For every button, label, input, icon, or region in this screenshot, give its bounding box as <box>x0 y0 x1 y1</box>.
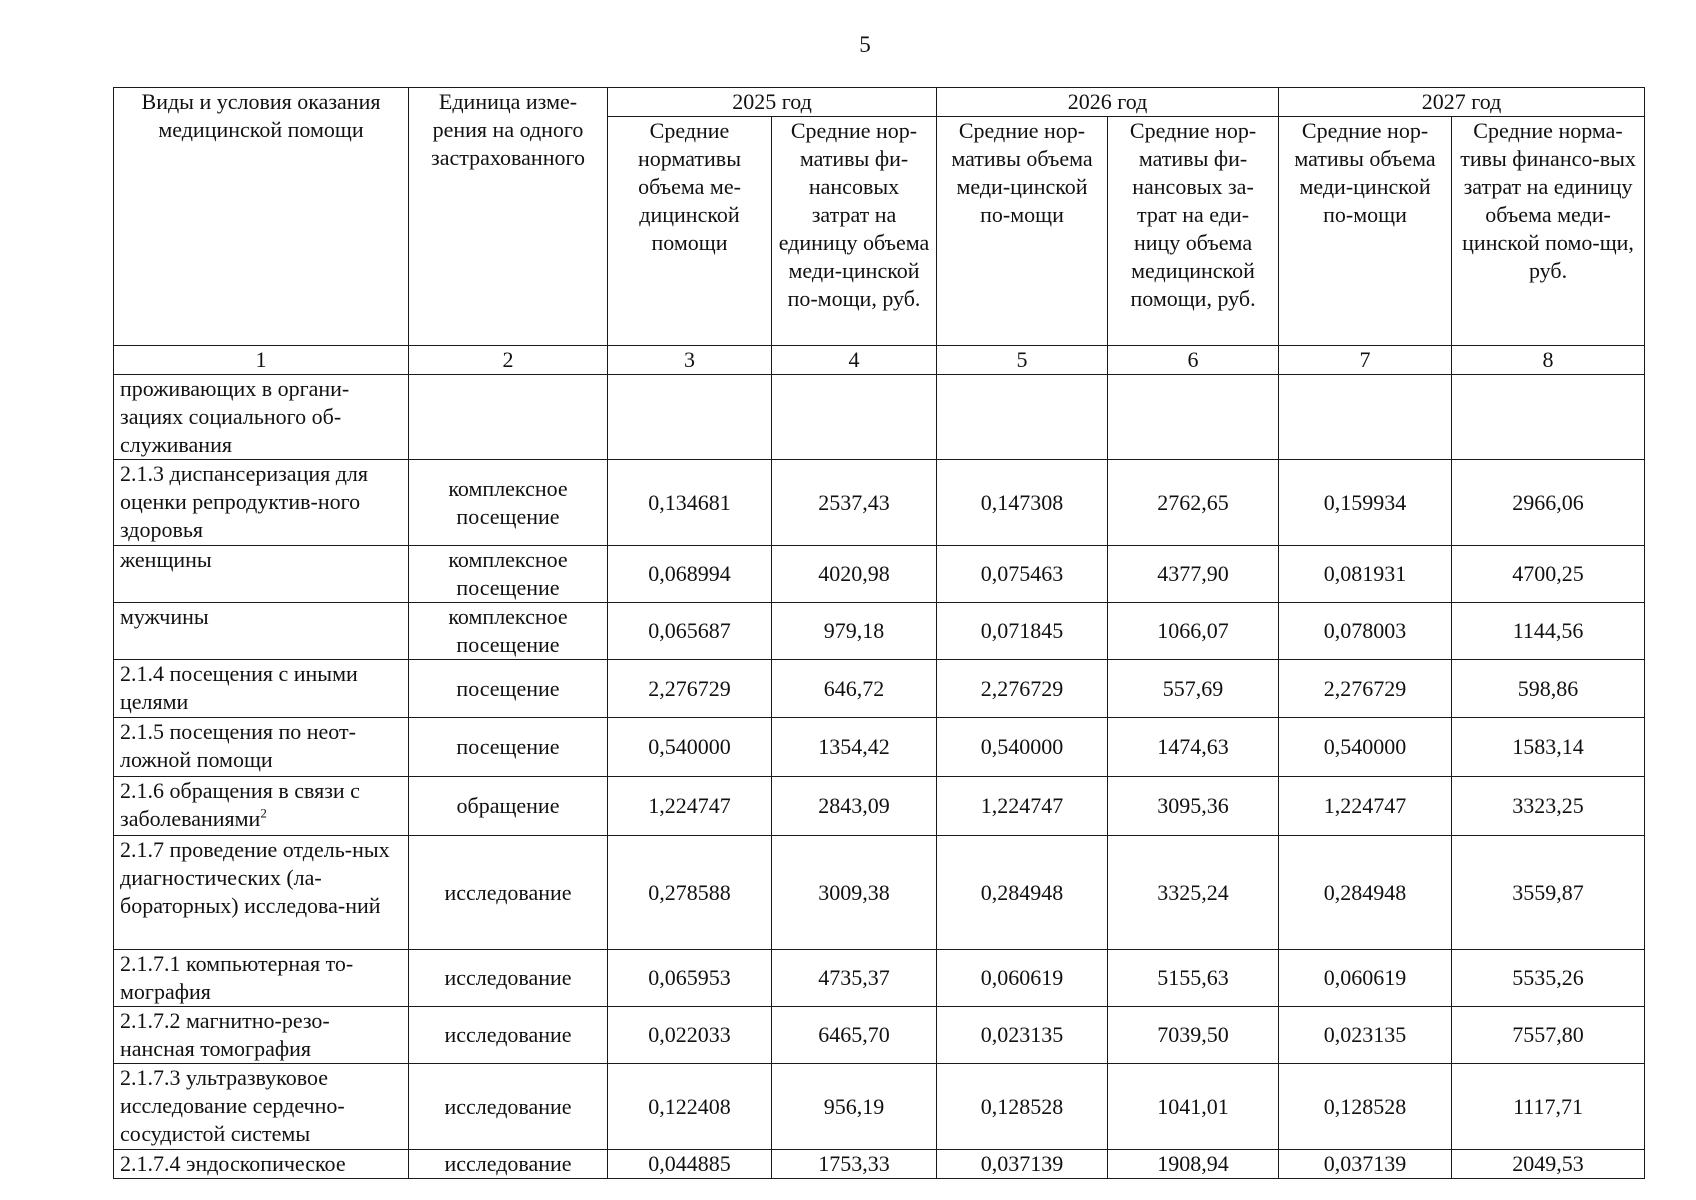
row-cost-2027 <box>1452 375 1645 460</box>
row-cost-2025: 3009,38 <box>772 836 937 950</box>
row-unit <box>409 375 608 460</box>
header-row-years <box>114 88 1645 117</box>
table-row <box>114 660 1645 718</box>
row-cost-2025: 2537,43 <box>772 460 937 546</box>
row-cost-2025: 6465,70 <box>772 1007 937 1064</box>
row-kind: проживающих в органи-зациях социального об-служивания <box>114 375 409 460</box>
row-kind: 2.1.5 посещения по неот-ложной помощи <box>114 718 409 777</box>
row-cost-2027: 3559,87 <box>1452 836 1645 950</box>
header-volume-2025: Средние нормативы объема ме-дицинской помощи <box>608 117 772 346</box>
header-kind: Виды и условия оказания медицинской помощи <box>114 88 409 346</box>
row-volume-2025: 0,122408 <box>608 1064 772 1150</box>
column-number-row <box>114 346 1645 375</box>
row-volume-2025: 0,022033 <box>608 1007 772 1064</box>
row-volume-2027: 0,037139 <box>1279 1150 1452 1179</box>
header-cost-2025: Средние нор-мативы фи-нансовых затрат на единицу объема меди-цинской по-мощи, руб. <box>772 117 937 346</box>
table-row <box>114 777 1645 836</box>
row-cost-2025 <box>772 375 937 460</box>
row-unit: комплексное посещение <box>409 603 608 660</box>
row-volume-2026: 0,037139 <box>937 1150 1108 1179</box>
row-cost-2025: 1354,42 <box>772 718 937 777</box>
column-number: 5 <box>937 346 1108 375</box>
footnote-mark: 2 <box>260 805 267 821</box>
row-volume-2025: 0,065687 <box>608 603 772 660</box>
row-cost-2025: 646,72 <box>772 660 937 718</box>
column-number: 7 <box>1279 346 1452 375</box>
row-cost-2027: 1117,71 <box>1452 1064 1645 1150</box>
row-cost-2025: 979,18 <box>772 603 937 660</box>
row-volume-2026: 0,075463 <box>937 546 1108 603</box>
row-volume-2025: 2,276729 <box>608 660 772 718</box>
row-volume-2026: 0,284948 <box>937 836 1108 950</box>
row-cost-2027: 4700,25 <box>1452 546 1645 603</box>
header-year-2027: 2027 год <box>1279 88 1645 117</box>
row-cost-2027: 1144,56 <box>1452 603 1645 660</box>
row-volume-2027: 0,159934 <box>1279 460 1452 546</box>
header-volume-2027: Средние нор-мативы объема меди-цинской по-мощи <box>1279 117 1452 346</box>
row-volume-2027: 0,060619 <box>1279 950 1452 1007</box>
row-kind: 2.1.7 проведение отдель-ных диагностических (ла-бораторных) исследова-ний <box>114 836 409 950</box>
row-cost-2025: 956,19 <box>772 1064 937 1150</box>
row-volume-2026: 0,147308 <box>937 460 1108 546</box>
column-number: 4 <box>772 346 937 375</box>
table-row <box>114 603 1645 660</box>
table-row <box>114 460 1645 546</box>
row-unit: посещение <box>409 660 608 718</box>
row-volume-2027: 0,023135 <box>1279 1007 1452 1064</box>
row-kind: 2.1.7.3 ультразвуковое исследование сердечно-сосудистой системы <box>114 1064 409 1150</box>
header-volume-2026: Средние нор-мативы объема меди-цинской по-мощи <box>937 117 1108 346</box>
row-cost-2027: 598,86 <box>1452 660 1645 718</box>
row-cost-2026: 1041,01 <box>1108 1064 1279 1150</box>
column-number: 2 <box>409 346 608 375</box>
table-row <box>114 836 1645 950</box>
row-cost-2026: 557,69 <box>1108 660 1279 718</box>
page-number: 5 <box>859 32 871 57</box>
row-unit: исследование <box>409 950 608 1007</box>
row-cost-2026: 5155,63 <box>1108 950 1279 1007</box>
row-kind <box>114 777 409 836</box>
row-unit: обращение <box>409 777 608 836</box>
row-cost-2026: 4377,90 <box>1108 546 1279 603</box>
row-unit: исследование <box>409 1150 608 1179</box>
row-cost-2027: 7557,80 <box>1452 1007 1645 1064</box>
row-volume-2026: 0,540000 <box>937 718 1108 777</box>
row-volume-2027: 0,540000 <box>1279 718 1452 777</box>
row-kind: 2.1.7.1 компьютерная то-мография <box>114 950 409 1007</box>
row-volume-2027 <box>1279 375 1452 460</box>
header-unit: Единица изме-рения на одного застрахованного <box>409 88 608 346</box>
header-year-2025: 2025 год <box>608 88 937 117</box>
row-volume-2027: 0,128528 <box>1279 1064 1452 1150</box>
row-volume-2026: 1,224747 <box>937 777 1108 836</box>
row-volume-2026: 2,276729 <box>937 660 1108 718</box>
column-number: 1 <box>114 346 409 375</box>
row-volume-2027: 0,081931 <box>1279 546 1452 603</box>
table-row <box>114 1064 1645 1150</box>
row-kind: 2.1.3 диспансеризация для оценки репродуктив-ного здоровья <box>114 460 409 546</box>
column-number: 6 <box>1108 346 1279 375</box>
table-row <box>114 375 1645 460</box>
row-volume-2026: 0,071845 <box>937 603 1108 660</box>
header-year-2026: 2026 год <box>937 88 1279 117</box>
norms-table <box>113 87 1645 1179</box>
row-cost-2025: 1753,33 <box>772 1150 937 1179</box>
row-cost-2027: 5535,26 <box>1452 950 1645 1007</box>
row-cost-2026: 1066,07 <box>1108 603 1279 660</box>
row-volume-2027: 1,224747 <box>1279 777 1452 836</box>
row-cost-2026: 7039,50 <box>1108 1007 1279 1064</box>
row-cost-2027: 3323,25 <box>1452 777 1645 836</box>
row-volume-2026: 0,023135 <box>937 1007 1108 1064</box>
row-cost-2026: 3325,24 <box>1108 836 1279 950</box>
row-volume-2025: 0,068994 <box>608 546 772 603</box>
row-kind: мужчины <box>114 603 409 660</box>
row-volume-2025: 0,278588 <box>608 836 772 950</box>
row-unit: исследование <box>409 836 608 950</box>
column-number: 3 <box>608 346 772 375</box>
row-volume-2026: 0,128528 <box>937 1064 1108 1150</box>
row-volume-2027: 2,276729 <box>1279 660 1452 718</box>
row-volume-2026: 0,060619 <box>937 950 1108 1007</box>
row-volume-2026 <box>937 375 1108 460</box>
table-row <box>114 546 1645 603</box>
row-kind: 2.1.7.2 магнитно-резо-нансная томография <box>114 1007 409 1064</box>
row-unit: посещение <box>409 718 608 777</box>
table-row <box>114 950 1645 1007</box>
row-volume-2027: 0,078003 <box>1279 603 1452 660</box>
row-cost-2027: 2966,06 <box>1452 460 1645 546</box>
row-cost-2025: 4020,98 <box>772 546 937 603</box>
row-volume-2025: 0,065953 <box>608 950 772 1007</box>
header-cost-2026: Средние нор-мативы фи-нансовых за-трат на еди-ницу объема медицинской помощи, руб. <box>1108 117 1279 346</box>
row-cost-2027: 2049,53 <box>1452 1150 1645 1179</box>
row-volume-2025: 0,540000 <box>608 718 772 777</box>
row-cost-2026: 1908,94 <box>1108 1150 1279 1179</box>
table-row <box>114 718 1645 777</box>
row-cost-2026: 3095,36 <box>1108 777 1279 836</box>
row-kind: 2.1.7.4 эндоскопическое <box>114 1150 409 1179</box>
row-cost-2025: 4735,37 <box>772 950 937 1007</box>
row-cost-2027: 1583,14 <box>1452 718 1645 777</box>
row-cost-2026: 1474,63 <box>1108 718 1279 777</box>
row-cost-2025: 2843,09 <box>772 777 937 836</box>
row-volume-2025: 0,044885 <box>608 1150 772 1179</box>
row-volume-2025: 0,134681 <box>608 460 772 546</box>
row-unit: исследование <box>409 1007 608 1064</box>
row-volume-2025 <box>608 375 772 460</box>
row-unit: комплексное посещение <box>409 546 608 603</box>
row-kind: 2.1.4 посещения с иными целями <box>114 660 409 718</box>
row-kind-text: 2.1.6 обращения в связи с заболеваниями <box>120 778 360 831</box>
row-volume-2027: 0,284948 <box>1279 836 1452 950</box>
row-unit: комплексное посещение <box>409 460 608 546</box>
row-volume-2025: 1,224747 <box>608 777 772 836</box>
row-kind: женщины <box>114 546 409 603</box>
row-cost-2026 <box>1108 375 1279 460</box>
table-row <box>114 1150 1645 1179</box>
column-number: 8 <box>1452 346 1645 375</box>
header-cost-2027: Средние норма-тивы финансо-вых затрат на единицу объема меди-цинской помо-щи, руб. <box>1452 117 1645 346</box>
row-cost-2026: 2762,65 <box>1108 460 1279 546</box>
table-row <box>114 1007 1645 1064</box>
row-unit: исследование <box>409 1064 608 1150</box>
